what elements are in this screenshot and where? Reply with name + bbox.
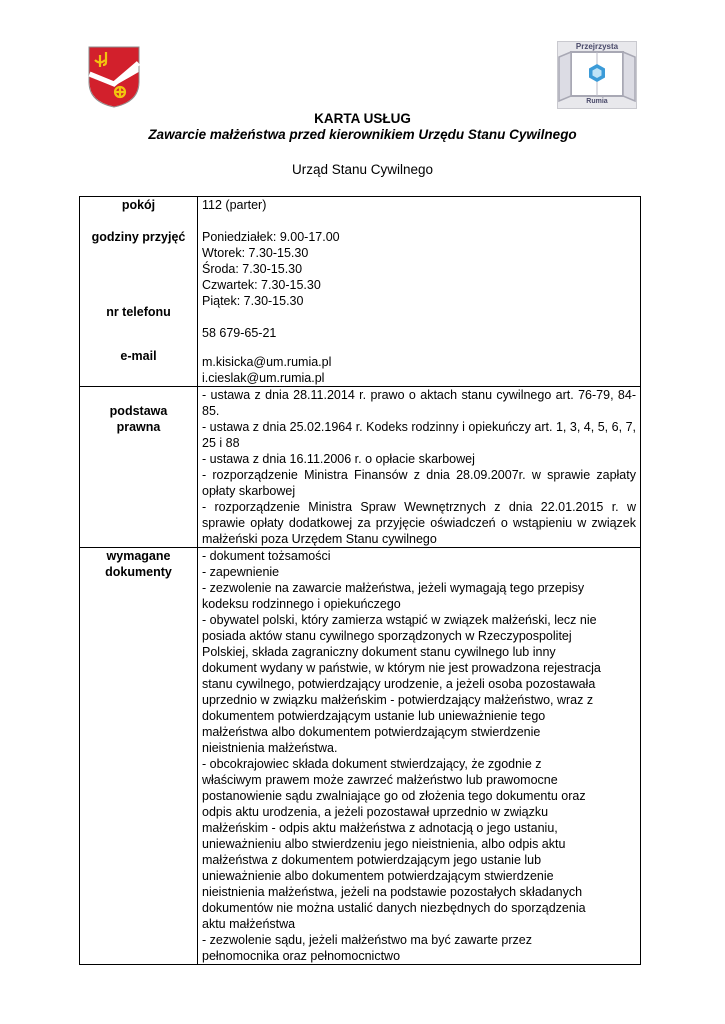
document-item: nieistnienia małżeństwa. — [202, 741, 338, 755]
document-item: - zapewnienie — [202, 565, 280, 579]
page-title: KARTA USŁUG — [314, 111, 411, 126]
document-item: uprzednio w związku małżeńskim - potwierdzający małżeństwo, wraz z — [202, 693, 594, 707]
phone-label: nr telefonu — [106, 305, 171, 319]
email-link[interactable]: m.kisicka@um.rumia.pl — [202, 355, 332, 369]
legal-basis-cell — [198, 387, 641, 548]
office-name: Urząd Stanu Cywilnego — [291, 162, 434, 177]
hours-line: Wtorek: 7.30-15.30 — [202, 246, 309, 260]
legal-basis-item: - rozporządzenie Ministra Finansów z dnia 28.09.2007r. w sprawie zapłaty opłaty skarbowej — [202, 468, 636, 498]
right-logo-bottom-text: Rumia — [586, 98, 608, 105]
document-item: nieistnienia małżeństwa, jeżeli na podstawie pozostałych składanych — [202, 885, 583, 899]
document-item: dokument wydany w państwie, w którym nie jest prowadzona rejestracja — [202, 661, 601, 675]
document-item: pełnomocnika oraz pełnomocnictwo — [202, 949, 401, 963]
document-item: Polskiej, składa zagraniczny dokument stanu cywilnego lub inny — [202, 645, 556, 659]
document-item: - zezwolenie sądu, jeżeli małżeństwo ma być zawarte przez — [202, 933, 532, 947]
right-logo-top-text: Przejrzysta — [575, 42, 619, 51]
legal-basis-label-cell — [80, 387, 198, 548]
document-item: dokumentem potwierdzającym ustanie lub unieważnienie tego — [202, 709, 546, 723]
legal-basis-item: - ustawa z dnia 28.11.2014 r. prawo o aktach stanu cywilnego art. 76-79, 84-85. — [202, 388, 636, 418]
room-label: pokój — [121, 198, 156, 212]
document-item: - zezwolenie na zawarcie małżeństwa, jeżeli wymagają tego przepisy — [202, 581, 585, 595]
phone-value: 58 679-65-21 — [202, 326, 277, 340]
legal-basis-item: - ustawa z dnia 16.11.2006 r. o opłacie skarbowej — [202, 452, 475, 466]
legal-basis-item: - ustawa z dnia 25.02.1964 r. Kodeks rodzinny i opiekuńczy art. 1, 3, 4, 5, 6, 7, 25 i 88 — [202, 420, 636, 450]
required-documents-row — [80, 548, 641, 965]
document-item: unieważnieniu albo stwierdzeniu jego nieistnienia, albo odpis aktu — [202, 837, 566, 851]
page-subtitle: Zawarcie małżeństwa przed kierownikiem Urzędu Stanu Cywilnego — [148, 127, 577, 142]
email-label: e-mail — [120, 349, 157, 363]
rumia-crest-logo — [88, 46, 140, 108]
document-item: posiada aktów stanu cywilnego sporządzonych w Rzeczypospolitej — [202, 629, 572, 643]
legal-basis-label-line2: prawna — [116, 420, 161, 434]
document-item: unieważnienie albo dokumentem potwierdzającym stwierdzenie — [202, 869, 554, 883]
document-item: kodeksu rodzinnego i opiekuńczego — [202, 597, 401, 611]
contact-values-cell — [198, 197, 641, 387]
legal-basis-item: - rozporządzenie Ministra Spraw Wewnętrznych z dnia 22.01.2015 r. w sprawie opłaty dodatkowej za przyjęcie oświadczeń o wstąpieniu w związek małżeński poza Urzędem Stanu cywilnego — [202, 500, 636, 546]
email-link[interactable]: i.cieslak@um.rumia.pl — [202, 371, 325, 385]
room-value: 112 (parter) — [202, 198, 267, 212]
document-item: małżeńskim - odpis aktu małżeństwa z adnotacją o jego ustaniu, — [202, 821, 558, 835]
document-item: - obcokrajowiec składa dokument stwierdzający, że zgodnie z — [202, 757, 542, 771]
hours-label: godziny przyjęć — [91, 230, 186, 244]
hours-line: Czwartek: 7.30-15.30 — [202, 278, 321, 292]
document-item: stanu cywilnego, potwierdzający urodzenie, a jeżeli osoba pozostawała — [202, 677, 596, 691]
przejrzysta-rumia-logo — [557, 41, 637, 109]
required-documents-cell — [198, 548, 641, 965]
document-item: odpis aktu urodzenia, a jeżeli pozostawał uprzednio w związku — [202, 805, 549, 819]
required-documents-label-cell — [80, 548, 198, 965]
document-item: małżeństwa z dokumentem potwierdzającym jego ustanie lub — [202, 853, 542, 867]
required-documents-label-line1: wymagane — [106, 549, 171, 563]
service-card-table — [79, 196, 641, 965]
document-item: dokumentów nie można ustalić danych niezbędnych do sporządzenia — [202, 901, 586, 915]
hours-line: Piątek: 7.30-15.30 — [202, 294, 304, 308]
document-item: małżeństwa albo dokumentem potwierdzającym stwierdzenie — [202, 725, 541, 739]
legal-basis-row — [80, 387, 641, 548]
document-item: postanowienie sądu zwalniające go od złożenia tego dokumentu oraz — [202, 789, 586, 803]
document-item: - dokument tożsamości — [202, 549, 331, 563]
legal-basis-label-line1: podstawa — [109, 404, 168, 418]
hours-line: Poniedziałek: 9.00-17.00 — [202, 230, 340, 244]
document-item: - obywatel polski, który zamierza wstąpić w związek małżeński, lecz nie — [202, 613, 597, 627]
document-item: aktu małżeństwa — [202, 917, 296, 931]
contact-row — [80, 197, 641, 387]
contact-labels-cell — [80, 197, 198, 387]
hours-line: Środa: 7.30-15.30 — [202, 262, 303, 276]
required-documents-label-line2: dokumenty — [105, 565, 172, 579]
document-item: właściwym prawem może zawrzeć małżeństwo lub prawomocne — [202, 773, 558, 787]
